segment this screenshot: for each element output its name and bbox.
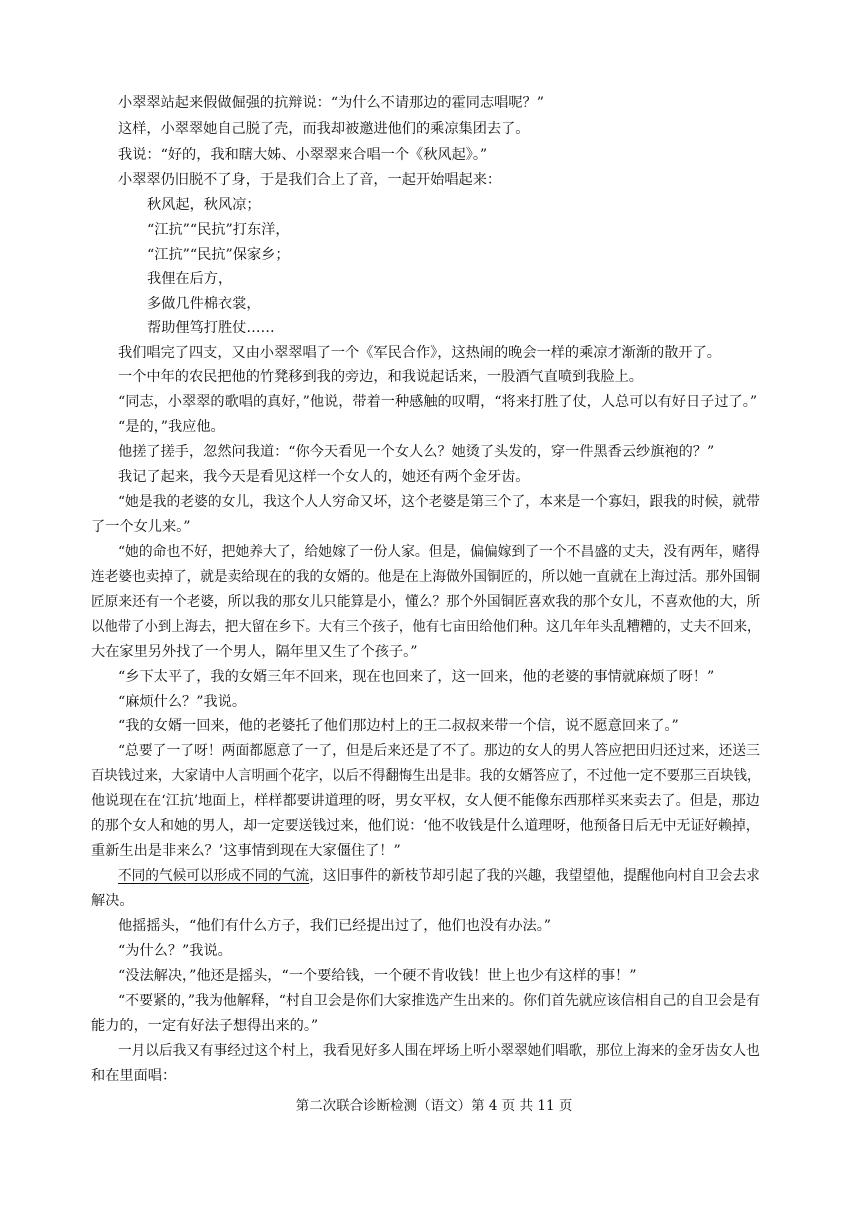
text-line: 和在里面唱： bbox=[91, 1068, 177, 1084]
text-line: “不要紧的，”我为他解释，“村自卫会是你们大家推选产生出来的。你们首先就应该信相自己的自卫会是有 bbox=[118, 993, 761, 1009]
text-line: 的那个女人和她的男人，却一定要送钱过来，他们说：‘他不收钱是什么道理呀，他预备日后无中无证好赖掉， bbox=[91, 818, 760, 834]
poem-line: 秋风起，秋风凉； bbox=[147, 197, 261, 213]
text-line: “为什么？”我说。 bbox=[118, 943, 232, 959]
text-line: 这样，小翠翠她自己脱了壳，而我却被邀进他们的乘凉集团去了。 bbox=[118, 121, 530, 137]
text-line: 了一个女儿来。” bbox=[91, 519, 191, 535]
underlined-sentence: 不同的气候可以形成不同的气流 bbox=[118, 868, 310, 884]
text-line: 他搓了搓手，忽然问我道：“你今天看见一个女人么？她烫了头发的，穿一件黑香云纱旗袍的？” bbox=[118, 444, 715, 460]
text-line: 大在家里另外找了一个男人，隔年里又生了个孩子。” bbox=[91, 644, 418, 660]
text-line: 一月以后我又有事经过这个村上，我看见好多人围在坪场上听小翠翠她们唱歌，那位上海来的金牙齿女人也 bbox=[118, 1043, 760, 1059]
text-line: 一个中年的农民把他的竹凳移到我的旁边，和我说起话来，一股酒气直喷到我脸上。 bbox=[118, 369, 643, 385]
text-line: 他说现在在‘江抗’地面上，样样都要讲道理的呀，男女平权，女人便不能像东西那样买来卖去了。但是，那边 bbox=[91, 793, 760, 809]
poem-line: 帮助俚笃打胜仗…… bbox=[147, 320, 275, 336]
text-line: 连老婆也卖掉了，就是卖给现在的我的女婿的。他是在上海做外国铜匠的，所以她一直就在上海过活。那外国铜 bbox=[91, 569, 761, 585]
text-line: “总要了一了呀！两面都愿意了一了，但是后来还是了不了。那边的女人的男人答应把田归还过来，还送三 bbox=[118, 743, 760, 759]
poem-line: “江抗”“民抗”打东洋， bbox=[147, 222, 290, 238]
text-line: “同志，小翠翠的歌唱的真好，”他说，带着一种感触的叹喟，“将来打胜了仗，人总可以有好日子过了。” bbox=[118, 394, 758, 410]
text-continuation: ，这旧事件的新枝节却引起了我的兴趣，我望望他，提醒他向村自卫会去求 bbox=[309, 868, 760, 884]
text-line: 解决。 bbox=[91, 893, 134, 909]
text-line: “她的命也不好，把她养大了，给她嫁了一份人家。但是，偏偏嫁到了一个不昌盛的丈夫，没有两年，赌得 bbox=[118, 544, 760, 560]
text-line: 小翠翠站起来假做倔强的抗辩说：“为什么不请那边的霍同志唱呢？” bbox=[118, 95, 544, 111]
text-line: 匠原来还有一个老婆，所以我的那女儿只能算是小，懂么？那个外国铜匠喜欢我的那个女儿，不喜欢他的大，所 bbox=[91, 594, 761, 610]
text-line: 他摇摇头，“他们有什么方子，我们已经提出过了，他们也没有办法。” bbox=[118, 918, 552, 934]
page-footer: 第二次联合诊断检测（语文）第 4 页 共 11 页 bbox=[295, 1098, 573, 1114]
text-line: “我的女婿一回来，他的老婆托了他们那边村上的王二叔叔来带一个信，说不愿意回来了。” bbox=[118, 718, 679, 734]
poem-line: 我俚在后方， bbox=[147, 271, 233, 287]
poem-line: “江抗”“民抗”保家乡； bbox=[147, 247, 290, 263]
text-line: 能力的，一定有好法子想得出来的。” bbox=[91, 1018, 319, 1034]
text-line bbox=[118, 869, 760, 883]
text-line: 百块钱过来，大家请中人言明画个花字，以后不得翻悔生出是非。我的女婿答应了，不过他一定不要那三百块钱， bbox=[91, 768, 761, 784]
text-line: “麻烦什么？”我说。 bbox=[118, 694, 247, 710]
text-line: “她是我的老婆的女儿，我这个人人穷命又坏，这个老婆是第三个了，本来是一个寡妇，跟我的时候，就带 bbox=[118, 494, 760, 510]
text-line: “没法解决，”他还是摇头，“一个要给钱，一个硬不肯收钱！世上也少有这样的事！” bbox=[118, 968, 637, 984]
poem-line: 多做几件棉衣裳， bbox=[147, 296, 261, 312]
text-line: “乡下太平了，我的女婿三年不回来，现在也回来了，这一回来，他的老婆的事情就麻烦了呀！” bbox=[118, 669, 715, 685]
text-line: 重新生出是非来么？’这事情到现在大家僵住了！” bbox=[91, 843, 401, 859]
text-line: 我记了起来，我今天是看见这样一个女人的，她还有两个金牙齿。 bbox=[118, 469, 530, 485]
text-line: “是的，”我应他。 bbox=[118, 419, 225, 435]
text-line: 以他带了小到上海去，把大留在乡下。大有三个孩子，他有七亩田给他们种。这几年年头乱糟糟的，丈夫不回来， bbox=[91, 619, 761, 635]
text-line: 我们唱完了四支，又由小翠翠唱了一个《军民合作》，这热闹的晚会一样的乘凉才渐渐的散开了。 bbox=[118, 345, 721, 361]
text-line: 我说：“好的，我和瞎大姊、小翠翠来合唱一个《秋风起》。” bbox=[118, 147, 488, 163]
text-line: 小翠翠仍旧脱不了身，于是我们合上了音，一起开始唱起来： bbox=[118, 172, 502, 188]
